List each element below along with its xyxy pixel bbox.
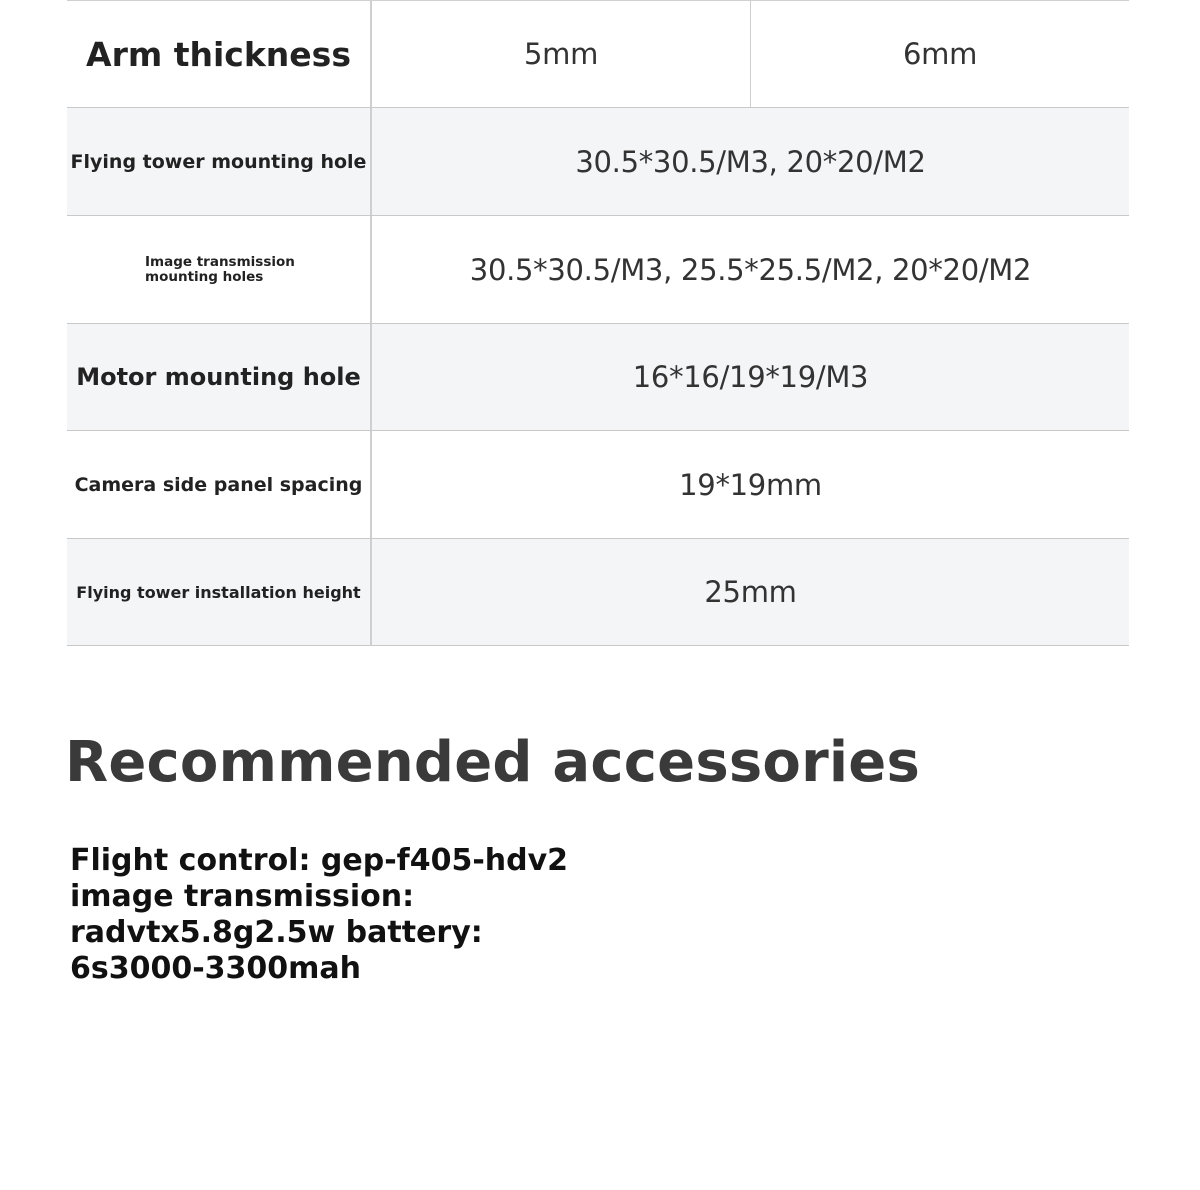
row-value: 19*19mm bbox=[679, 467, 822, 502]
accessories-list bbox=[70, 843, 630, 987]
table-row-flying-tower-installation-height bbox=[67, 539, 1129, 646]
row-label: Flying tower mounting hole bbox=[67, 108, 372, 215]
row-label: Motor mounting hole bbox=[67, 324, 372, 430]
table-row-motor-mounting-hole bbox=[67, 324, 1129, 431]
accessory-line-flight-control: Flight control: gep-f405-hdv2 bbox=[70, 843, 569, 878]
accessory-line-vtx-battery: radvtx5.8g2.5w battery: bbox=[70, 915, 483, 950]
row-value-5mm: 5mm bbox=[372, 1, 751, 107]
table-row-image-transmission-mounting-holes bbox=[67, 216, 1129, 324]
row-label: Image transmission mounting holes bbox=[67, 216, 372, 323]
accessory-line-battery-spec: 6s3000-3300mah bbox=[70, 951, 362, 986]
row-value: 16*16/19*19/M3 bbox=[632, 360, 869, 394]
row-label: Flying tower installation height bbox=[67, 539, 372, 645]
table-row-arm-thickness bbox=[67, 0, 1129, 108]
table-row-flying-tower-mounting-hole bbox=[67, 108, 1129, 216]
row-value-6mm: 6mm bbox=[902, 37, 978, 71]
row-value: 25mm bbox=[704, 575, 797, 609]
row-value: 30.5*30.5/M3, 20*20/M2 bbox=[575, 144, 926, 179]
row-value: 30.5*30.5/M3, 25.5*25.5/M2, 20*20/M2 bbox=[469, 252, 1032, 287]
table-row-camera-side-panel-spacing bbox=[67, 431, 1129, 539]
spec-table bbox=[67, 0, 1129, 646]
row-label: Arm thickness bbox=[67, 1, 372, 107]
section-title: Recommended accessories bbox=[65, 730, 920, 795]
accessory-line-image-transmission: image transmission: bbox=[70, 879, 415, 914]
row-label: Camera side panel spacing bbox=[67, 431, 372, 538]
